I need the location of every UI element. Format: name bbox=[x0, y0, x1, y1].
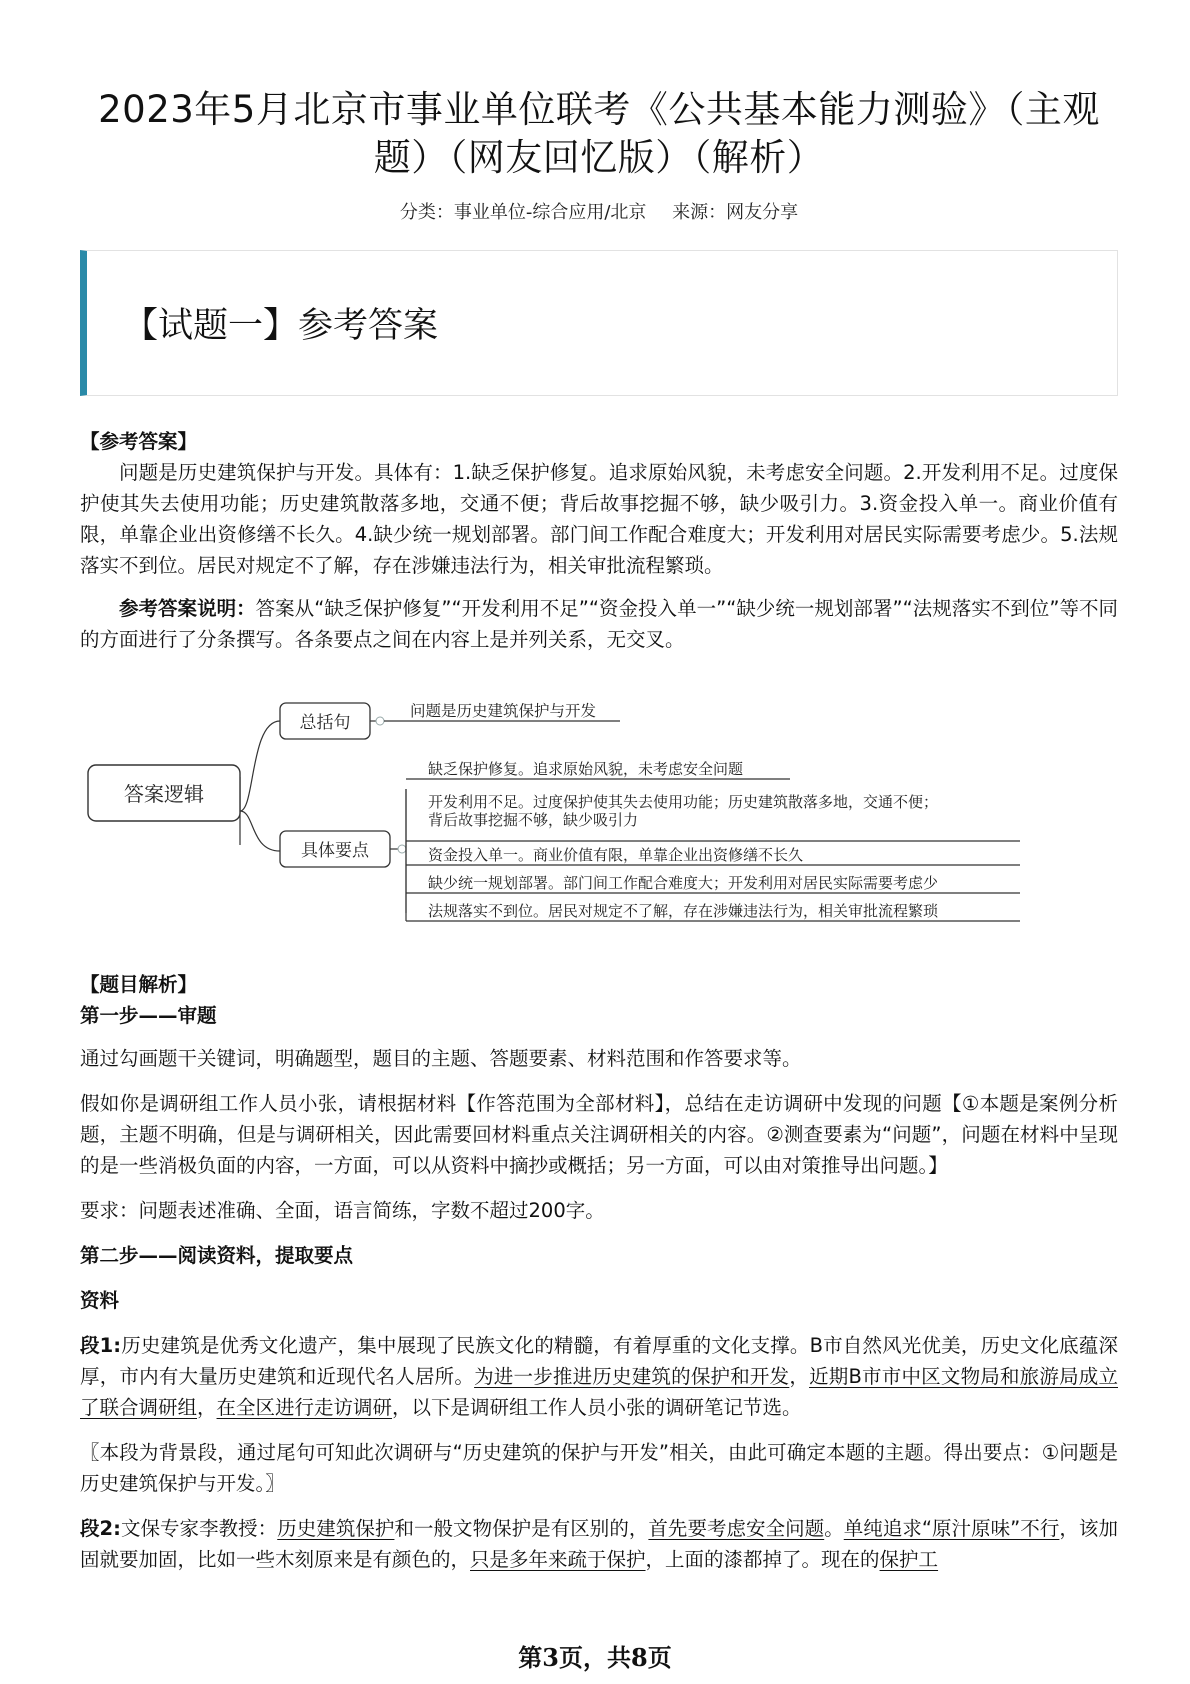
answer-logic-diagram bbox=[80, 681, 1118, 935]
p1-underline-3: 在全区进行走访调研 bbox=[216, 1396, 393, 1419]
paragraph-1 bbox=[80, 1330, 1118, 1423]
p2-underline-5: 保护工 bbox=[879, 1548, 939, 1571]
document-page bbox=[80, 0, 1118, 1575]
p2-text-e: ，上面的漆都掉了。现在的 bbox=[645, 1548, 880, 1571]
step1-body: 假如你是调研组工作人员小张，请根据材料【作答范围为全部材料】，总结在走访调研中发现的问题【①本题是案例分析题，主题不明确，但是与调研相关，因此需要回材料重点关注调研相关的内容。②测查要素为“问题”，问题在材料中呈现的是一些消极负面的内容，一方面，可以从资料中摘抄或概括；另一方面，可以由对策推导出问题。】 bbox=[80, 1092, 1118, 1177]
p1-text-a: 历史建筑是优秀文化遗产，集中展现了民族文化的精髓，有着厚重的文化支撑。B市自然风光优美，历史文化底蕴深厚，市内有大量历史建筑和近现代名人居所。 bbox=[80, 1334, 1118, 1388]
p1-text-c: ， bbox=[197, 1396, 217, 1419]
step2-heading: 第二步——阅读资料，提取要点 bbox=[80, 1244, 354, 1267]
paragraph-1-note: 〖本段为背景段，通过尾句可知此次调研与“历史建筑的保护与开发”相关，由此可确定本题的主题。得出要点：①问题是历史建筑保护与开发。〗 bbox=[80, 1441, 1118, 1495]
paragraph-2-label: 段2: bbox=[80, 1517, 121, 1540]
diagram-point-4: 缺少统一规划部署。部门间工作配合难度大；开发利用对居民实际需要考虑少 bbox=[428, 874, 939, 892]
diagram-point-1: 缺乏保护修复。追求原始风貌，未考虑安全问题 bbox=[428, 760, 744, 778]
question-heading: 【试题一】参考答案 bbox=[123, 306, 439, 346]
title-line-1: 2023年5月北京市事业单位联考《公共基本能力测验》（主观 bbox=[98, 88, 1100, 131]
p2-underline-3: 单纯追求“原汁原味”不行 bbox=[843, 1517, 1060, 1540]
diagram-point-3: 资金投入单一。商业价值有限，单靠企业出资修缮不长久 bbox=[428, 846, 804, 864]
answer-note-label: 参考答案说明： bbox=[119, 597, 256, 620]
title-line-2: 题）（网友回忆版）（解析） bbox=[373, 136, 825, 179]
answer-label: 【参考答案】 bbox=[80, 430, 198, 453]
diagram-point-2b: 背后故事挖掘不够，缺少吸引力 bbox=[428, 811, 639, 829]
answer-text: 问题是历史建筑保护与开发。具体有：1.缺乏保护修复。追求原始风貌，未考虑安全问题。2.开发利用不足。过度保护使其失去使用功能；历史建筑散落多地，交通不便；背后故事挖掘不够，缺少吸引力。3.资金投入单一。商业价值有限，单靠企业出资修缮不长久。4.缺少统一规划部署。部门间工作配合难度大；开发利用对居民实际需要考虑少。5.法规落实不到位。居民对规定不了解，存在涉嫌违法行为，相关审批流程繁琐。 bbox=[80, 461, 1118, 577]
page-footer: 第3页，共8页 bbox=[518, 1643, 672, 1672]
diagram-point-2a: 开发利用不足。过度保护使其失去使用功能；历史建筑散落多地，交通不便； bbox=[428, 793, 939, 811]
p1-text-d: ，以下是调研组工作人员小张的调研笔记节选。 bbox=[392, 1396, 802, 1419]
paragraph-1-label: 段1: bbox=[80, 1334, 122, 1357]
step1-intro: 通过勾画题干关键词，明确题型，题目的主题、答题要素、材料范围和作答要求等。 bbox=[80, 1047, 802, 1070]
analysis-label: 【题目解析】 bbox=[80, 973, 198, 996]
p2-text-b: 和一般文物保护是有区别的， bbox=[394, 1517, 649, 1540]
p2-underline-4: 只是多年来疏于保护 bbox=[470, 1548, 646, 1571]
diagram-summary-text: 问题是历史建筑保护与开发 bbox=[410, 702, 597, 720]
diagram-point-5: 法规落实不到位。居民对规定不了解，存在涉嫌违法行为，相关审批流程繁琐 bbox=[428, 902, 939, 920]
p2-underline-2: 首先要考虑安全问题 bbox=[648, 1517, 825, 1540]
material-label: 资料 bbox=[80, 1289, 120, 1312]
diagram-root-label: 答案逻辑 bbox=[124, 782, 204, 806]
diagram-branch-points-label: 具体要点 bbox=[301, 841, 369, 861]
diagram-branch-summary-label: 总括句 bbox=[299, 713, 351, 733]
p2-text-c: 。 bbox=[824, 1517, 844, 1540]
p1-underline-1: 为进一步推进历史建筑的保护和开发 bbox=[474, 1365, 790, 1388]
category-link[interactable]: 分类：事业单位-综合应用/北京 bbox=[399, 202, 647, 223]
document-title bbox=[80, 86, 1118, 182]
document-meta bbox=[80, 198, 1118, 224]
answer-note bbox=[80, 593, 1118, 655]
source-text: 来源：网友分享 bbox=[672, 202, 799, 223]
step1-heading: 第一步——审题 bbox=[80, 1004, 217, 1027]
diagram-svg bbox=[80, 681, 1118, 935]
p1-underline-2: 近期B市市中区文物局和旅游局成立了联合调研组 bbox=[80, 1365, 1118, 1419]
p1-text-b: ， bbox=[789, 1365, 810, 1388]
question-heading-box bbox=[80, 250, 1118, 396]
p2-text-d: ，该加固就要加固，比如一些木刻原来是有颜色的， bbox=[80, 1517, 1118, 1571]
p2-text-a: 文保专家李教授： bbox=[120, 1517, 278, 1540]
p2-underline-1: 历史建筑保护 bbox=[277, 1517, 395, 1540]
step1-requirement: 要求：问题表述准确、全面，语言简练，字数不超过200字。 bbox=[80, 1199, 605, 1222]
answer-note-text: 答案从“缺乏保护修复”“开发利用不足”“资金投入单一”“缺少统一规划部署”“法规落实不到位”等不同的方面进行了分条撰写。各条要点之间在内容上是并列关系，无交叉。 bbox=[80, 597, 1118, 651]
paragraph-2 bbox=[80, 1513, 1118, 1575]
